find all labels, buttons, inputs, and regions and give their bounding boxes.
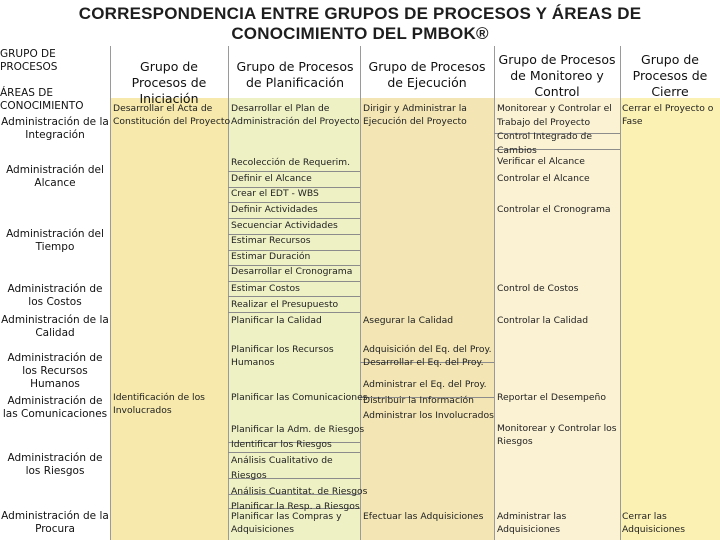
cell-comunicaciones-planificacion: Planificar las Comunicaciones xyxy=(231,392,368,403)
grid-line xyxy=(494,46,495,540)
cell-riesgos-planificacion: Planificar la Adm. de Riesgos Identificar los Riesgos Análisis Cualitativo de Riesgos Análisis Cuantitat. de Riesgos Planificar la Resp. a Riesgos xyxy=(231,424,368,513)
cell-rrhh-planificacion: Planificar los Recursos Humanos xyxy=(231,344,334,368)
title-line-2: CONOCIMIENTO DEL PMBOK® xyxy=(231,24,489,43)
area-integracion: Administración de la Integración xyxy=(1,116,109,141)
cell-comunicaciones-iniciacion: Identificación de los Involucrados xyxy=(113,392,205,416)
grid-line xyxy=(110,46,111,540)
cell-alcance-planificacion: Recolección de Requerim. Definir el Alcance Crear el EDT - WBS xyxy=(231,157,351,200)
area-calidad: Administración de la Calidad xyxy=(1,314,109,339)
area-tiempo: Administración del Tiempo xyxy=(6,228,104,253)
grid-line xyxy=(620,46,621,540)
cell-calidad-planificacion: Planificar la Calidad xyxy=(231,315,322,326)
process-matrix xyxy=(0,46,720,540)
page-title xyxy=(0,4,720,44)
cell-costos-planificacion: Estimar Costos Realizar el Presupuesto xyxy=(231,283,339,310)
cell-integracion-planificacion: Desarrollar el Plan de Administración del Proyecto xyxy=(231,103,360,127)
corner-label-top: GRUPO DE PROCESOS xyxy=(0,48,58,73)
cell-alcance-control-controlar: Controlar el Alcance xyxy=(497,173,590,184)
cell-alcance-control-verificar: Verificar el Alcance xyxy=(497,156,585,167)
cell-tiempo-control: Controlar el Cronograma xyxy=(497,204,611,215)
cell-integracion-ejecucion: Dirigir y Administrar la Ejecución del Proyecto xyxy=(363,103,467,127)
area-rrhh: Administración de los Recursos Humanos xyxy=(7,352,103,390)
area-alcance: Administración del Alcance xyxy=(6,164,104,189)
cell-riesgos-control: Monitorear y Controlar los Riesgos xyxy=(497,423,617,447)
title-line-1: CORRESPONDENCIA ENTRE GRUPOS DE PROCESOS Y ÁREAS DE xyxy=(78,4,642,23)
cell-comunicaciones-ejecucion: Administrar el Eq. del Proy. Distribuir la Información Administrar los Involucrados xyxy=(363,379,494,421)
header-iniciacion: Grupo de Procesos de Iniciación xyxy=(131,59,207,106)
header-control: Grupo de Procesos de Monitoreo y Control xyxy=(498,52,616,99)
col-bg-cierre xyxy=(620,98,720,540)
cell-procura-planificacion: Planificar las Compras y Adquisiciones xyxy=(231,511,342,535)
cell-procura-cierre: Cerrar las Adquisiciones xyxy=(622,511,685,535)
cell-tiempo-planificacion: Definir Actividades Secuenciar Actividades Estimar Recursos Estimar Duración Desarrollar el Cronograma xyxy=(231,204,353,278)
col-bg-iniciacion xyxy=(110,98,231,540)
area-riesgos: Administración de los Riesgos xyxy=(7,452,103,477)
header-ejecucion: Grupo de Procesos de Ejecución xyxy=(368,59,486,90)
corner-label-middle: ÁREAS DE xyxy=(0,87,54,99)
cell-procura-ejecucion: Efectuar las Adquisiciones xyxy=(363,511,484,522)
header-planificacion: Grupo de Procesos de Planificación xyxy=(236,59,354,90)
corner-label-bottom: CONOCIMIENTO xyxy=(0,100,84,112)
cell-comunicaciones-control: Reportar el Desempeño xyxy=(497,392,606,403)
cell-calidad-control: Controlar la Calidad xyxy=(497,315,589,326)
area-procura: Administración de la Procura xyxy=(1,510,109,535)
header-cierre: Grupo de Procesos de Cierre xyxy=(632,52,708,99)
cell-integracion-iniciacion: Desarrollar el Acta de Constitución del Proyecto xyxy=(113,103,231,127)
cell-costos-control: Control de Costos xyxy=(497,283,579,294)
cell-procura-control: Administrar las Adquisiciones xyxy=(497,511,567,535)
area-costos: Administración de los Costos xyxy=(7,283,103,308)
cell-calidad-ejecucion: Asegurar la Calidad xyxy=(363,315,454,326)
cell-integracion-control: Monitorear y Controlar el Trabajo del Proyecto Control Integrado de Cambios xyxy=(497,103,612,156)
cell-integracion-cierre: Cerrar el Proyecto o Fase xyxy=(622,103,714,127)
corner-label xyxy=(0,48,112,113)
area-comunicaciones: Administración de las Comunicaciones xyxy=(2,395,108,420)
cell-rrhh-ejecucion: Adquisición del Eq. del Proy. Desarrollar el Eq. del Proy. xyxy=(363,344,492,368)
